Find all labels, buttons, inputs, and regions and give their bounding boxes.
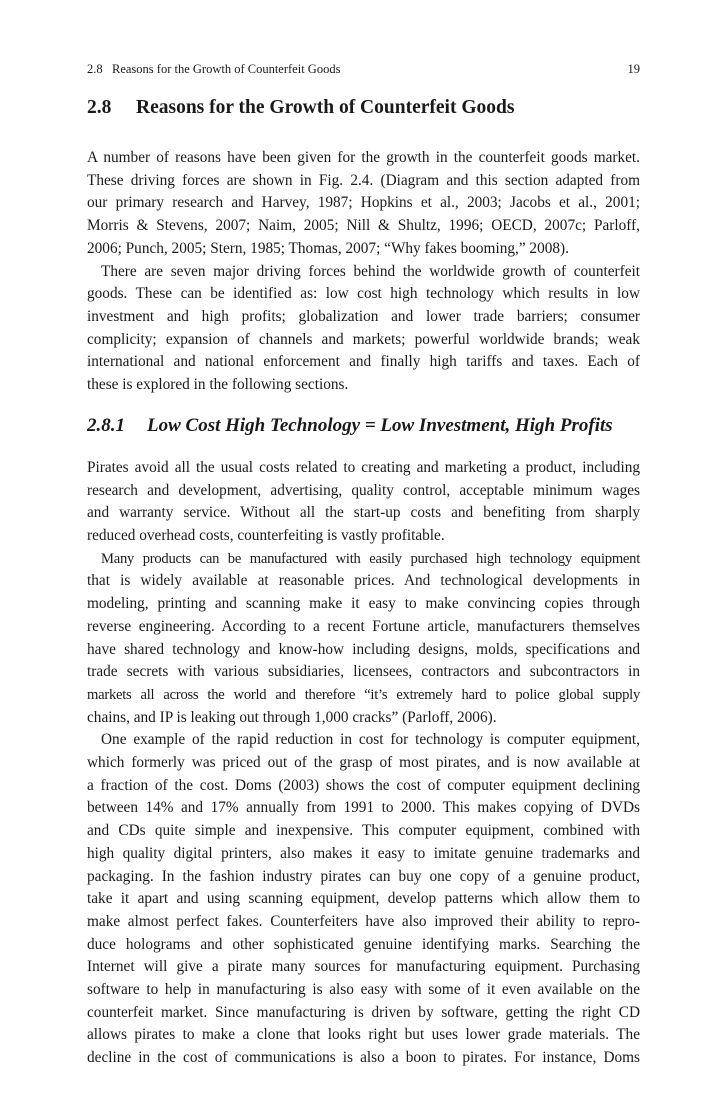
body-paragraph-1 <box>87 457 640 548</box>
text-line: our primary research and Harvey, 1987; Hopkins et al., 2003; Jacobs et al., 2001; <box>87 194 640 212</box>
subsection-heading <box>87 413 640 439</box>
intro-paragraph-1 <box>87 147 640 260</box>
text-line: modeling, printing and scanning make it easy to make convincing copies through <box>87 595 640 613</box>
text-line: A number of reasons have been given for the growth in the counterfeit goods market. <box>87 149 640 166</box>
text-line: Internet will give a pirate many sources for manufacturing equipment. Purchasing <box>87 958 640 976</box>
section-heading <box>87 95 640 121</box>
text-line: and CDs quite simple and inexpensive. This computer equipment, combined with <box>87 822 640 840</box>
text-line: chains, and IP is leaking out through 1,000 cracks” (Parloff, 2006). <box>87 708 497 726</box>
text-line: counterfeit market. Since manufacturing is driven by software, getting the right CD <box>87 1003 640 1021</box>
section-number: 2.8 <box>87 97 112 118</box>
text-line: trade secrets with various subsidiaries, licensees, contractors and subcontractors in <box>87 663 640 681</box>
text-line: 2006; Punch, 2005; Stern, 1985; Thomas, 2007; “Why fakes booming,” 2008). <box>87 239 569 257</box>
text-line: and warranty service. Without all the start-up costs and benefiting from sharply <box>87 504 640 522</box>
text-line: Pirates avoid all the usual costs related to creating and marketing a product, including <box>87 459 640 476</box>
text-line: investment and high profits; globalization and lower trade barriers; consumer <box>87 307 640 325</box>
text-line: have shared technology and know-how including designs, molds, specifications and <box>87 640 640 658</box>
section-title: Reasons for the Growth of Counterfeit Goods <box>136 97 515 118</box>
text-line: which formerly was priced out of the grasp of most pirates, and is now available at <box>87 754 640 772</box>
text-line: high quality digital printers, also makes it easy to imitate genuine trademarks and <box>87 844 640 862</box>
text-line: between 14% and 17% annually from 1991 to 2000. This makes copying of DVDs <box>87 799 640 817</box>
text-line: these is explored in the following sections. <box>87 375 349 393</box>
text-line: duce holograms and other sophisticated genuine identifying marks. Searching the <box>87 935 640 953</box>
text-line: Morris & Stevens, 2007; Naim, 2005; Nill & Shultz, 1996; OECD, 2007c; Parloff, <box>87 217 640 235</box>
text-line: These driving forces are shown in Fig. 2.4. (Diagram and this section adapted from <box>87 171 640 189</box>
text-line: international and national enforcement and finally high tariffs and taxes. Each of <box>87 353 640 371</box>
text-line: Many products can be manufactured with easily purchased high technology equipment <box>101 550 640 567</box>
text-line: There are seven major driving forces behind the worldwide growth of counterfeit <box>101 262 640 280</box>
text-line: packaging. In the fashion industry pirates can buy one copy of a genuine product, <box>87 867 640 885</box>
text-line: allows pirates to make a clone that looks right but uses lower grade materials. The <box>87 1026 640 1044</box>
page-number: 19 <box>627 62 640 76</box>
running-head <box>87 61 640 77</box>
text-line: a fraction of the cost. Doms (2003) shows the cost of computer equipment declining <box>87 776 640 794</box>
text-line: reduced overhead costs, counterfeiting is vastly profitable. <box>87 527 445 545</box>
text-line: One example of the rapid reduction in cost for technology is computer equipment, <box>101 731 640 749</box>
text-line: goods. These can be identified as: low cost high technology which results in low <box>87 285 640 303</box>
body-paragraph-3 <box>87 729 640 1069</box>
text-line: markets all across the world and therefore “it’s extremely hard to police global supply <box>87 686 640 703</box>
intro-paragraph-2 <box>87 261 640 397</box>
subsection-title: Low Cost High Technology = Low Investment, High Profits <box>147 415 613 436</box>
text-line: reverse engineering. According to a recent Fortune article, manufacturers themselves <box>87 617 640 635</box>
text-line: decline in the cost of communications is also a boon to pirates. For instance, Doms <box>87 1049 640 1067</box>
text-line: software to help in manufacturing is also easy with some of it even available on the <box>87 980 640 998</box>
text-line: make almost perfect fakes. Counterfeiters have also improved their ability to repro- <box>87 912 640 930</box>
text-line: that is widely available at reasonable prices. And technological developments in <box>87 572 640 590</box>
text-line: complicity; expansion of channels and markets; powerful worldwide brands; weak <box>87 330 640 348</box>
running-head-section: 2.8 Reasons for the Growth of Counterfeit Goods <box>87 62 341 76</box>
text-line: research and development, advertising, quality control, acceptable minimum wages <box>87 481 640 499</box>
subsection-number: 2.8.1 <box>87 415 125 436</box>
text-line: take it apart and using scanning equipment, develop patterns which allow them to <box>87 890 640 908</box>
body-paragraph-2 <box>87 548 640 730</box>
